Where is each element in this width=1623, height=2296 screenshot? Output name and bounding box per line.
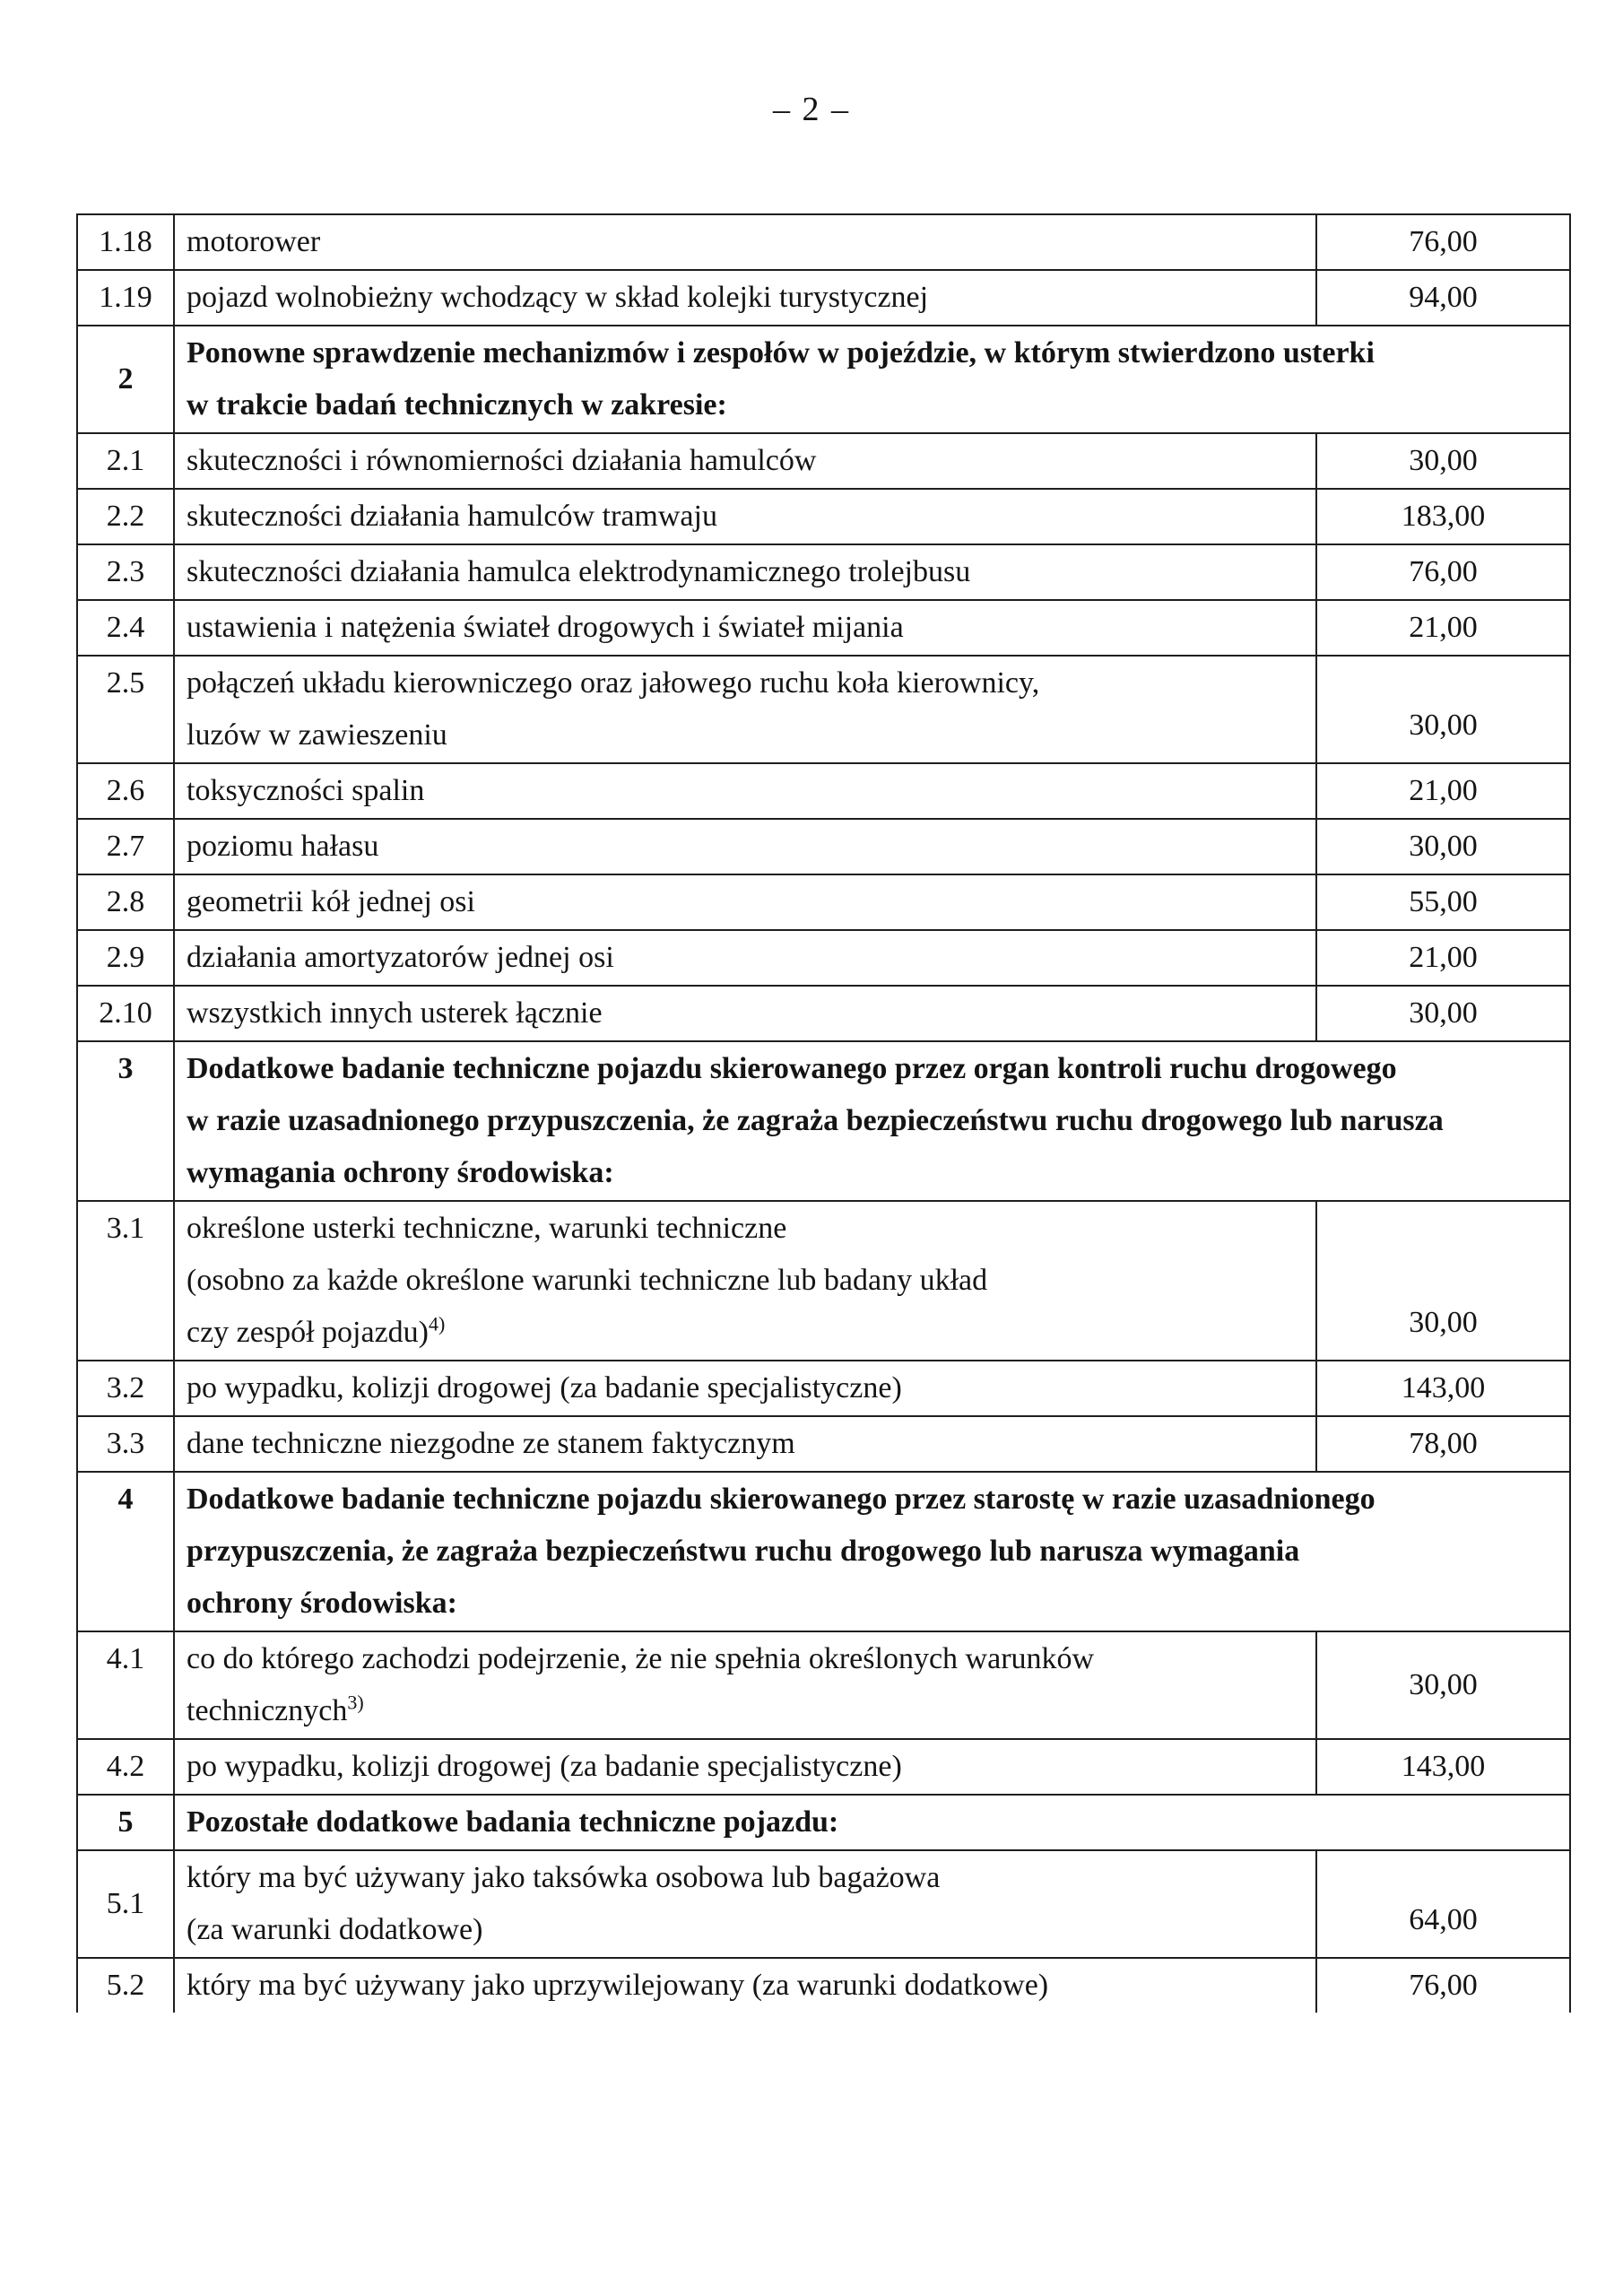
description-line: ustawienia i natężenia świateł drogowych i świateł mijania bbox=[187, 611, 904, 644]
row-number: 5 bbox=[117, 1805, 134, 1839]
fee-cell bbox=[1317, 490, 1569, 544]
description-cell bbox=[175, 657, 1317, 762]
table-row-2.6 bbox=[78, 764, 1569, 820]
fee-amount: 143,00 bbox=[1401, 1371, 1486, 1405]
footnote-reference: 3) bbox=[347, 1691, 364, 1714]
description-line: (za warunki dodatkowe) bbox=[187, 1913, 483, 1946]
row-number-cell bbox=[78, 1851, 175, 1957]
row-number-cell bbox=[78, 820, 175, 874]
table-row-2.1 bbox=[78, 434, 1569, 490]
table-row-3.1 bbox=[78, 1202, 1569, 1361]
fee-cell bbox=[1317, 545, 1569, 599]
fee-amount: 21,00 bbox=[1409, 774, 1478, 807]
fee-cell bbox=[1317, 1959, 1569, 2013]
row-number-cell bbox=[78, 271, 175, 325]
row-number-cell bbox=[78, 1740, 175, 1794]
description-line: który ma być używany jako taksówka osobowa lub bagażowa bbox=[187, 1861, 941, 1894]
description-line: po wypadku, kolizji drogowej (za badanie specjalistyczne) bbox=[187, 1371, 902, 1405]
row-number: 3.1 bbox=[106, 1212, 145, 1245]
row-number-cell bbox=[78, 875, 175, 929]
row-number-cell bbox=[78, 1473, 175, 1631]
fee-amount: 76,00 bbox=[1409, 225, 1478, 258]
fee-table bbox=[76, 213, 1571, 2013]
description-line: wszystkich innych usterek łącznie bbox=[187, 996, 603, 1030]
fee-cell bbox=[1317, 764, 1569, 818]
description-cell bbox=[175, 1361, 1317, 1415]
description-line: określone usterki techniczne, warunki techniczne bbox=[187, 1212, 787, 1245]
row-number: 3 bbox=[117, 1052, 134, 1085]
description-cell bbox=[175, 1796, 1569, 1849]
row-number: 2 bbox=[117, 362, 134, 396]
table-row-3 bbox=[78, 1042, 1569, 1202]
row-number: 2.3 bbox=[106, 555, 145, 588]
row-number: 5.1 bbox=[106, 1887, 145, 1920]
table-row-2.3 bbox=[78, 545, 1569, 601]
description-cell bbox=[175, 1042, 1569, 1200]
table-row-2.8 bbox=[78, 875, 1569, 931]
description-cell bbox=[175, 1417, 1317, 1471]
table-row-5 bbox=[78, 1796, 1569, 1851]
description-text: czy zespół pojazdu) bbox=[187, 1316, 429, 1349]
fee-cell bbox=[1317, 215, 1569, 269]
fee-cell bbox=[1317, 1202, 1569, 1360]
description-line: skuteczności i równomierności działania hamulców bbox=[187, 444, 817, 477]
table-row-1.19 bbox=[78, 271, 1569, 326]
description-cell bbox=[175, 601, 1317, 655]
description-line: motorower bbox=[187, 225, 321, 258]
description-line: Dodatkowe badanie techniczne pojazdu skierowanego przez organ kontroli ruchu drogowego bbox=[187, 1052, 1397, 1085]
description-cell bbox=[175, 1740, 1317, 1794]
fee-amount: 64,00 bbox=[1409, 1903, 1478, 1936]
fee-cell bbox=[1317, 875, 1569, 929]
fee-cell bbox=[1317, 1632, 1569, 1738]
row-number: 2.1 bbox=[106, 444, 145, 477]
table-row-5.1 bbox=[78, 1851, 1569, 1959]
fee-amount: 21,00 bbox=[1409, 611, 1478, 644]
description-line: w razie uzasadnionego przypuszczenia, że zagraża bezpieczeństwu ruchu drogowego lub narusza bbox=[187, 1104, 1444, 1137]
row-number: 4.2 bbox=[106, 1750, 145, 1783]
fee-cell bbox=[1317, 931, 1569, 985]
row-number-cell bbox=[78, 1361, 175, 1415]
row-number-cell bbox=[78, 764, 175, 818]
description-line: wymagania ochrony środowiska: bbox=[187, 1156, 614, 1189]
description-cell bbox=[175, 820, 1317, 874]
table-row-3.3 bbox=[78, 1417, 1569, 1473]
page-number: – 2 – bbox=[773, 91, 850, 128]
row-number: 1.19 bbox=[99, 281, 152, 314]
description-cell bbox=[175, 271, 1317, 325]
row-number-cell bbox=[78, 1417, 175, 1471]
table-row-2.7 bbox=[78, 820, 1569, 875]
fee-amount: 183,00 bbox=[1401, 500, 1486, 533]
fee-amount: 78,00 bbox=[1409, 1427, 1478, 1460]
description-cell bbox=[175, 931, 1317, 985]
row-number-cell bbox=[78, 326, 175, 432]
fee-amount: 30,00 bbox=[1409, 996, 1478, 1030]
description-cell bbox=[175, 1959, 1317, 2013]
row-number: 3.2 bbox=[106, 1371, 145, 1405]
row-number-cell bbox=[78, 434, 175, 488]
row-number-cell bbox=[78, 987, 175, 1040]
row-number: 2.4 bbox=[106, 611, 145, 644]
row-number: 4.1 bbox=[106, 1642, 145, 1675]
table-row-2 bbox=[78, 326, 1569, 434]
description-line bbox=[187, 1307, 1306, 1359]
description-cell bbox=[175, 875, 1317, 929]
fee-cell bbox=[1317, 434, 1569, 488]
row-number: 1.18 bbox=[99, 225, 152, 258]
row-number: 2.8 bbox=[106, 885, 145, 918]
fee-cell bbox=[1317, 1417, 1569, 1471]
table-row-2.9 bbox=[78, 931, 1569, 987]
description-line: w trakcie badań technicznych w zakresie: bbox=[187, 388, 727, 422]
description-cell bbox=[175, 1473, 1569, 1631]
footnote-reference: 4) bbox=[429, 1312, 446, 1335]
row-number: 2.6 bbox=[106, 774, 145, 807]
fee-amount: 30,00 bbox=[1409, 1306, 1478, 1339]
row-number: 2.5 bbox=[106, 666, 145, 700]
fee-cell bbox=[1317, 987, 1569, 1040]
description-line: po wypadku, kolizji drogowej (za badanie specjalistyczne) bbox=[187, 1750, 902, 1783]
description-line: toksyczności spalin bbox=[187, 774, 425, 807]
fee-amount: 55,00 bbox=[1409, 885, 1478, 918]
table-row-1.18 bbox=[78, 215, 1569, 271]
description-cell bbox=[175, 326, 1569, 432]
row-number: 3.3 bbox=[106, 1427, 145, 1460]
row-number-cell bbox=[78, 931, 175, 985]
row-number-cell bbox=[78, 1959, 175, 2013]
description-line: Ponowne sprawdzenie mechanizmów i zespołów w pojeździe, w którym stwierdzono usterki bbox=[187, 336, 1375, 370]
row-number: 2.7 bbox=[106, 830, 145, 863]
fee-amount: 76,00 bbox=[1409, 555, 1478, 588]
description-line bbox=[187, 1685, 1306, 1737]
description-cell bbox=[175, 490, 1317, 544]
fee-cell bbox=[1317, 601, 1569, 655]
row-number: 2.10 bbox=[99, 996, 152, 1030]
row-number-cell bbox=[78, 1042, 175, 1200]
description-cell bbox=[175, 545, 1317, 599]
fee-amount: 94,00 bbox=[1409, 281, 1478, 314]
description-line: przypuszczenia, że zagraża bezpieczeństwu ruchu drogowego lub narusza wymagania bbox=[187, 1535, 1300, 1568]
row-number-cell bbox=[78, 545, 175, 599]
fee-amount: 30,00 bbox=[1409, 444, 1478, 477]
row-number-cell bbox=[78, 490, 175, 544]
fee-amount: 30,00 bbox=[1409, 709, 1478, 742]
fee-amount: 76,00 bbox=[1409, 1969, 1478, 2002]
description-line: pojazd wolnobieżny wchodzący w skład kolejki turystycznej bbox=[187, 281, 929, 314]
row-number-cell bbox=[78, 1202, 175, 1360]
row-number-cell bbox=[78, 215, 175, 269]
description-cell bbox=[175, 434, 1317, 488]
description-line: co do którego zachodzi podejrzenie, że nie spełnia określonych warunków bbox=[187, 1642, 1095, 1675]
description-line: który ma być używany jako uprzywilejowany (za warunki dodatkowe) bbox=[187, 1969, 1049, 2002]
description-line: dane techniczne niezgodne ze stanem faktycznym bbox=[187, 1427, 795, 1460]
row-number: 2.9 bbox=[106, 941, 145, 974]
row-number-cell bbox=[78, 1632, 175, 1738]
description-line: Dodatkowe badanie techniczne pojazdu skierowanego przez starostę w razie uzasadnionego bbox=[187, 1483, 1376, 1516]
description-line: luzów w zawieszeniu bbox=[187, 718, 447, 752]
table-row-2.5 bbox=[78, 657, 1569, 764]
description-line: działania amortyzatorów jednej osi bbox=[187, 941, 614, 974]
description-line: poziomu hałasu bbox=[187, 830, 379, 863]
description-cell bbox=[175, 215, 1317, 269]
table-row-2.10 bbox=[78, 987, 1569, 1042]
description-cell bbox=[175, 764, 1317, 818]
table-row-4.1 bbox=[78, 1632, 1569, 1740]
table-row-4 bbox=[78, 1473, 1569, 1632]
table-row-2.2 bbox=[78, 490, 1569, 545]
fee-cell bbox=[1317, 271, 1569, 325]
description-line: (osobno za każde określone warunki techniczne lub badany układ bbox=[187, 1264, 988, 1297]
fee-cell bbox=[1317, 1361, 1569, 1415]
description-cell bbox=[175, 987, 1317, 1040]
fee-amount: 30,00 bbox=[1409, 830, 1478, 863]
description-line: Pozostałe dodatkowe badania techniczne pojazdu: bbox=[187, 1805, 839, 1839]
row-number-cell bbox=[78, 601, 175, 655]
row-number: 5.2 bbox=[106, 1969, 145, 2002]
description-line: geometrii kół jednej osi bbox=[187, 885, 475, 918]
table-row-2.4 bbox=[78, 601, 1569, 657]
description-line: skuteczności działania hamulca elektrodynamicznego trolejbusu bbox=[187, 555, 971, 588]
description-cell bbox=[175, 1851, 1317, 1957]
fee-cell bbox=[1317, 1851, 1569, 1957]
fee-amount: 143,00 bbox=[1401, 1750, 1486, 1783]
description-cell bbox=[175, 1202, 1317, 1360]
fee-amount: 21,00 bbox=[1409, 941, 1478, 974]
description-text: technicznych bbox=[187, 1694, 348, 1727]
description-line: połączeń układu kierowniczego oraz jałowego ruchu koła kierownicy, bbox=[187, 666, 1040, 700]
row-number: 4 bbox=[117, 1483, 134, 1516]
description-line: ochrony środowiska: bbox=[187, 1587, 457, 1620]
row-number-cell bbox=[78, 657, 175, 762]
fee-cell bbox=[1317, 1740, 1569, 1794]
fee-cell bbox=[1317, 820, 1569, 874]
table-row-5.2 bbox=[78, 1959, 1569, 2013]
fee-cell bbox=[1317, 657, 1569, 762]
row-number-cell bbox=[78, 1796, 175, 1849]
description-line: skuteczności działania hamulców tramwaju bbox=[187, 500, 717, 533]
table-row-3.2 bbox=[78, 1361, 1569, 1417]
fee-amount: 30,00 bbox=[1409, 1668, 1478, 1701]
row-number: 2.2 bbox=[106, 500, 145, 533]
table-row-4.2 bbox=[78, 1740, 1569, 1796]
description-cell bbox=[175, 1632, 1317, 1738]
